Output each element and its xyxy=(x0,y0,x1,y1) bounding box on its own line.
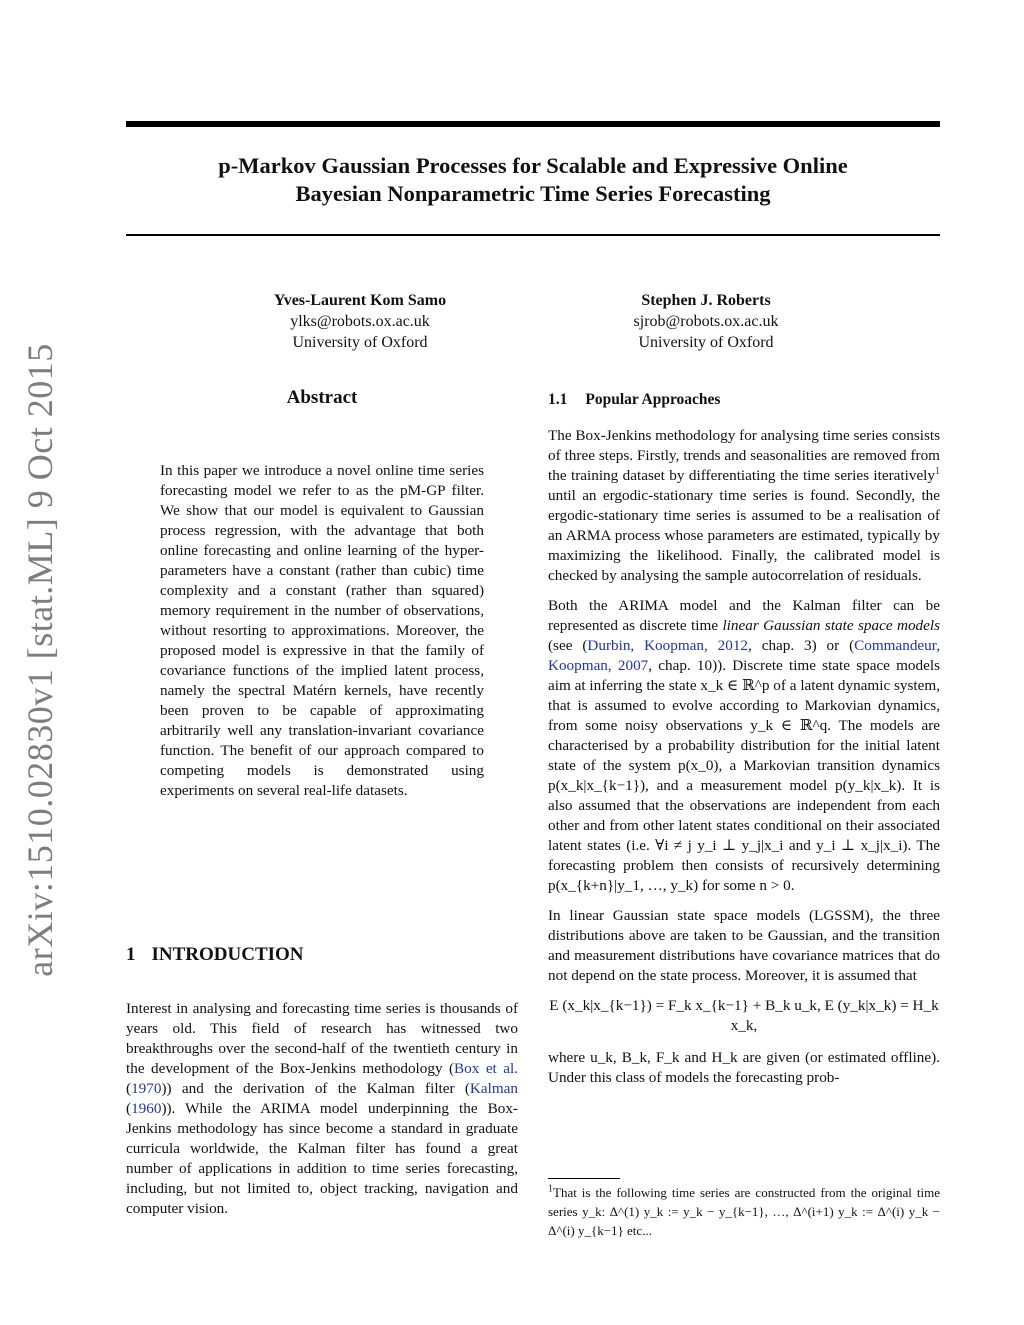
footnote xyxy=(548,1183,940,1240)
citation-link-commandeur[interactable]: Commandeur, Koopman, 2007 xyxy=(548,637,940,674)
text-run: The Box-Jenkins methodology for analysing time series consists of three steps. Firstly, trends and seasonalities are removed from the training dataset by differentiating the time series iteratively xyxy=(548,427,940,484)
citation-link-durbin[interactable]: Durbin, Koopman, 2012 xyxy=(587,637,749,654)
abstract-paragraph: In this paper we introduce a novel online time series forecasting model we refer to as the pM-GP filter. We show that our model is equivalent to Gaussian process regression, with the advantage that both online forecasting and online learning of the hyper-parameters have a constant (rather than cubic) time complexity and a constant (rather than squared) memory requirement in the number of observations, without resorting to approximations. Moreover, the proposed model is expressive in that the family of covariance functions of the implied latent process, namely the spectral Matérn kernels, have recently been proven to be capable of approximating arbitrarily well any translation-invariant covariance function. The benefit of our approach compared to competing models is demonstrated using experiments on several real-life datasets. xyxy=(160,462,484,799)
paragraph-box-jenkins xyxy=(548,426,940,586)
text-run: ). While the ARIMA model underpinning the Box-Jenkins methodology has since become a standard in graduate curricula worldwide, the Kalman filter has found a great number of applications in addition to time series forecasting, including, but not limited to, object tracking, navigation and computer vision. xyxy=(126,1100,518,1217)
subsection-heading-popular-approaches xyxy=(548,391,720,409)
title-rule-top xyxy=(126,121,940,127)
footnote-rule xyxy=(548,1178,620,1179)
abstract-body xyxy=(160,461,484,801)
author-block-2 xyxy=(566,290,846,353)
introduction-body xyxy=(126,999,518,1219)
citation-link-kalman[interactable]: Kalman xyxy=(469,1080,518,1097)
paragraph-forecasting: where u_k, B_k, F_k and H_k are given (or estimated offline). Under this class of models the forecasting prob- xyxy=(548,1049,940,1086)
paper-title-line-2: Bayesian Nonparametric Time Series Forecasting xyxy=(295,181,771,206)
emphasis-text: linear Gaussian state space models xyxy=(722,617,940,634)
footnote-mark: 1 xyxy=(548,1183,553,1195)
author-email: sjrob@robots.ox.ac.uk xyxy=(633,313,779,330)
footnote-marker-link[interactable]: 1 xyxy=(935,465,940,477)
footnote-text: That is the following time series are constructed from the original time series y_k: Δ^(1) y_k := y_k − y_{k−1}, …, Δ^(i+1) y_k := Δ^(i) y_k − Δ^(i) y_{k−1} etc... xyxy=(548,1185,940,1238)
abstract-heading: Abstract xyxy=(286,387,358,408)
arxiv-identifier-stamp: arXiv:1510.02830v1 [stat.ML] 9 Oct 2015 xyxy=(20,343,60,977)
title-rule-bottom xyxy=(126,234,940,236)
text-run: until an ergodic-stationary time series is found. Secondly, the ergodic-stationary time series is assumed to be a realisation of an ARMA process whose parameters are estimated, typically by maximizing the likelihood. Finally, the calibrated model is checked by analysing the sample autocorrelation of residuals. xyxy=(548,487,940,584)
author-block-1 xyxy=(220,290,500,353)
section-title: INTRODUCTION xyxy=(151,944,304,965)
text-run: , chap. 10)). Discrete time state space models aim at inferring the state x_k ∈ ℝ^p of a latent dynamic system, that is assumed to evolve according to Markovian dynamics, from some noisy observations y_k ∈ ℝ^q. The models are characterised by a probability distribution for the initial latent state of the system p(x_0), a Markovian transition dynamics p(x_k|x_{k−1}), and a measurement model p(y_k|x_k). It is also assumed that the observations are independent from each other and from other latent states conditional on their associated latent states (i.e. ∀i ≠ j y_i ⊥ y_j|x_i and y_i ⊥ x_j|x_i). The forecasting problem then consists of recursively determining p(x_{k+n}|y_1, …, y_k) for some n > 0. xyxy=(548,657,940,894)
citation-link-box[interactable]: Box et al. xyxy=(454,1060,518,1077)
subsection-title: Popular Approaches xyxy=(585,391,721,408)
introduction-paragraph: Interest in analysing and forecasting time series is thousands of years old. This field of research has witnessed two breakthroughs over the second-half of the twentieth century in the development of the Box-Jenkins methodology (Box et al. (1970)) and the derivation of the Kalman filter (Kalman (1960)). While the ARIMA model underpinning the Box-Jenkins methodology has since become a standard in graduate curricula worldwide, the Kalman filter has found a great number of applications in addition to time series forecasting, including, but not limited to, object tracking, navigation and computer vision. xyxy=(126,1000,518,1217)
text-run: Interest in analysing and forecasting time series is thousands of years old. This field of research has witnessed two breakthroughs over the second-half of the twentieth century in the development of the Box-Jenkins methodology ( xyxy=(126,1000,518,1077)
paragraph-lgssm: In linear Gaussian state space models (LGSSM), the three distributions above are taken to be Gaussian, and the transition and measurement distributions have covariance matrices that do not depend on the state process. Moreover, it is assumed that xyxy=(548,907,940,984)
right-column-body xyxy=(548,426,940,1098)
text-run: (see ( xyxy=(548,637,588,654)
author-email: ylks@robots.ox.ac.uk xyxy=(290,313,430,330)
author-affiliation: University of Oxford xyxy=(292,334,428,351)
author-name: Stephen J. Roberts xyxy=(641,292,771,309)
text-run: Both the ARIMA model and the Kalman filter can be represented as discrete time xyxy=(548,597,940,634)
author-name: Yves-Laurent Kom Samo xyxy=(273,292,447,309)
paper-title-line-1: p-Markov Gaussian Processes for Scalable and Expressive Online xyxy=(218,153,848,178)
section-heading-introduction xyxy=(126,944,304,966)
section-number: 1 xyxy=(126,944,136,965)
author-affiliation: University of Oxford xyxy=(638,334,774,351)
citation-year-link[interactable]: 1960 xyxy=(131,1100,162,1117)
text-run: ) and the derivation of the Kalman filter ( xyxy=(166,1080,470,1097)
citation-year-link[interactable]: 1970 xyxy=(131,1080,162,1097)
subsection-number: 1.1 xyxy=(548,391,568,408)
text-run: , chap. 3) or ( xyxy=(748,637,855,654)
equation-lgssm: E (x_k|x_{k−1}) = F_k x_{k−1} + B_k u_k, E (y_k|x_k) = H_k x_k, xyxy=(549,997,939,1034)
paragraph-state-space-models xyxy=(548,596,940,896)
